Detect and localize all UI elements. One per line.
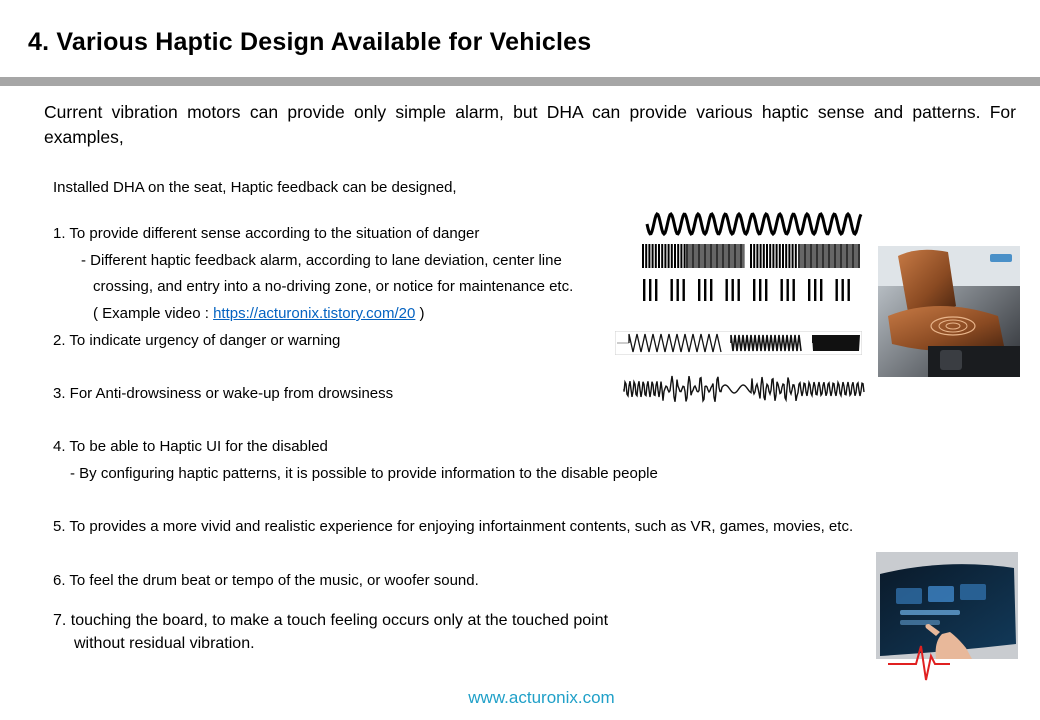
pulse-bar xyxy=(808,279,810,301)
pulse-bar xyxy=(726,279,728,301)
wave-bar xyxy=(674,244,676,268)
burst-wave-pattern xyxy=(640,242,862,270)
wave-bar xyxy=(832,244,833,268)
wave-bar xyxy=(815,244,816,268)
wave-bar xyxy=(677,244,679,268)
item-6: 6. To feel the drum beat or tempo of the music, or woofer sound. xyxy=(53,572,479,589)
wave-bar xyxy=(810,244,811,268)
item-1-sub-1: - Different haptic feedback alarm, according to lane deviation, center line xyxy=(81,252,562,269)
wave-bar xyxy=(776,244,778,268)
item-4: 4. To be able to Haptic UI for the disabled xyxy=(53,438,328,455)
wave-bar xyxy=(684,244,686,268)
wave-bar xyxy=(803,244,804,268)
pulse-bar xyxy=(738,279,740,301)
wave-bar xyxy=(661,244,663,268)
wave-bar xyxy=(693,244,694,268)
wave-bar xyxy=(760,244,762,268)
example-video-link[interactable]: https://acturonix.tistory.com/20 xyxy=(213,305,416,322)
intro-paragraph: Current vibration motors can provide only simple alarm, but DHA can provide various haptic sense and patterns. For examples, xyxy=(44,102,1016,147)
wave-bar xyxy=(717,244,718,268)
item-7-line-2: without residual vibration. xyxy=(74,635,255,652)
wave-bar xyxy=(652,244,654,268)
wave-bar xyxy=(741,244,742,268)
wave-bar xyxy=(820,244,821,268)
car-seat-photo xyxy=(878,246,1020,377)
wave-bar xyxy=(727,244,728,268)
wave-bar xyxy=(720,244,721,268)
wave-bar xyxy=(715,244,716,268)
wave-bar xyxy=(714,244,715,268)
wave-bar xyxy=(782,244,784,268)
wave-bar xyxy=(808,244,809,268)
wave-bar xyxy=(769,244,771,268)
wave-bar xyxy=(742,244,743,268)
wave-bar xyxy=(724,244,725,268)
item-4-sub: - By configuring haptic patterns, it is possible to provide information to the disable people xyxy=(70,465,658,482)
item-1: 1. To provide different sense according to the situation of danger xyxy=(53,225,480,242)
wave-bar xyxy=(788,244,790,268)
pulse-bar xyxy=(787,279,789,301)
wave-bar xyxy=(708,244,709,268)
wave-bar xyxy=(704,244,705,268)
wave-bar xyxy=(826,244,827,268)
wave-bar xyxy=(736,244,737,268)
wave-bar xyxy=(857,244,858,268)
wave-bar xyxy=(851,244,852,268)
wave-bar xyxy=(756,244,758,268)
wave-bar xyxy=(835,244,836,268)
wave-bar xyxy=(823,244,824,268)
pulse-bar xyxy=(793,279,795,301)
wave-bar xyxy=(856,244,857,268)
wave-bar xyxy=(830,244,831,268)
wave-bar xyxy=(836,244,837,268)
wave-bar xyxy=(687,244,688,268)
wave-bar xyxy=(744,244,745,268)
wave-bar xyxy=(718,244,719,268)
wave-bar xyxy=(655,244,657,268)
wave-bar xyxy=(814,244,815,268)
pulse-bar xyxy=(848,279,850,301)
wave-bar xyxy=(712,244,713,268)
wave-bar xyxy=(726,244,727,268)
pulse-bar xyxy=(671,279,673,301)
pulse-bar xyxy=(643,279,645,301)
wave-bar xyxy=(763,244,765,268)
wave-bar xyxy=(852,244,853,268)
pulse-bar xyxy=(655,279,657,301)
footer-website[interactable]: www.acturonix.com xyxy=(468,688,615,707)
item-3: 3. For Anti-drowsiness or wake-up from drowsiness xyxy=(53,385,394,402)
wave-bar xyxy=(799,244,800,268)
wave-bar xyxy=(800,244,801,268)
wave-bar xyxy=(702,244,703,268)
wave-bar xyxy=(698,244,699,268)
sine-wave-pattern xyxy=(645,210,863,238)
wave-bar xyxy=(785,244,787,268)
wave-bar xyxy=(680,244,682,268)
pulse-wave-pattern xyxy=(640,277,862,303)
video-suffix: ) xyxy=(415,305,425,322)
wave-bar xyxy=(822,244,823,268)
wave-bar xyxy=(739,244,740,268)
wave-bar xyxy=(732,244,733,268)
wave-bar xyxy=(738,244,739,268)
wave-bar xyxy=(668,244,670,268)
wave-bar xyxy=(828,244,829,268)
wave-bar xyxy=(840,244,841,268)
item-1-video xyxy=(93,304,425,324)
wave-bar xyxy=(728,244,729,268)
wave-bar xyxy=(805,244,806,268)
pulse-bar xyxy=(683,279,685,301)
title-divider xyxy=(0,77,1040,86)
pulse-bar xyxy=(820,279,822,301)
wave-bar xyxy=(847,244,848,268)
wave-bar xyxy=(664,244,666,268)
wave-bar xyxy=(716,244,717,268)
wave-bar xyxy=(846,244,847,268)
pulse-bar xyxy=(836,279,838,301)
wave-bar xyxy=(688,244,689,268)
wave-bar xyxy=(845,244,846,268)
wave-bar xyxy=(818,244,819,268)
wave-bar xyxy=(848,244,849,268)
wave-bar xyxy=(772,244,774,268)
wave-bar xyxy=(705,244,706,268)
wave-bar xyxy=(811,244,812,268)
wave-bar xyxy=(859,244,860,268)
wave-bar xyxy=(700,244,701,268)
wave-bar xyxy=(711,244,712,268)
wave-bar xyxy=(691,244,692,268)
wave-bar xyxy=(858,244,859,268)
wave-bar xyxy=(816,244,817,268)
wave-bar xyxy=(733,244,734,268)
wave-bar xyxy=(827,244,828,268)
wave-bar xyxy=(729,244,730,268)
wave-bar xyxy=(817,244,818,268)
wave-bar xyxy=(854,244,855,268)
drowsiness-wave-pattern xyxy=(622,374,866,404)
heartbeat-pulse-icon xyxy=(888,634,950,684)
wave-bar xyxy=(804,244,805,268)
item-1-sub-2: crossing, and entry into a no-driving zone, or notice for maintenance etc. xyxy=(93,278,574,295)
pulse-bar xyxy=(698,279,700,301)
wave-bar xyxy=(692,244,693,268)
wave-bar xyxy=(699,244,700,268)
wave-bar xyxy=(809,244,810,268)
pulse-bar xyxy=(704,279,706,301)
wave-bar xyxy=(642,244,644,268)
wave-bar xyxy=(812,244,813,268)
wave-bar xyxy=(648,244,650,268)
wave-bar xyxy=(795,244,797,268)
wave-bar xyxy=(703,244,704,268)
wave-bar xyxy=(706,244,707,268)
wave-bar xyxy=(792,244,794,268)
wave-bar xyxy=(824,244,825,268)
wave-bar xyxy=(806,244,807,268)
pulse-bar xyxy=(842,279,844,301)
wave-bar xyxy=(694,244,695,268)
wave-bar xyxy=(766,244,768,268)
item-2: 2. To indicate urgency of danger or warning xyxy=(53,332,341,349)
wave-bar xyxy=(833,244,834,268)
wave-bar xyxy=(841,244,842,268)
wave-bar xyxy=(730,244,731,268)
slide-title: 4. Various Haptic Design Available for Vehicles xyxy=(28,28,592,56)
wave-bar xyxy=(740,244,741,268)
urgency-wave-pattern xyxy=(615,331,862,355)
wave-bar xyxy=(710,244,711,268)
wave-bar xyxy=(838,244,839,268)
wave-bar xyxy=(750,244,752,268)
pulse-bar xyxy=(732,279,734,301)
wave-bar xyxy=(690,244,691,268)
wave-bar xyxy=(844,244,845,268)
wave-bar xyxy=(798,244,799,268)
wave-bar xyxy=(686,244,687,268)
wave-bar xyxy=(834,244,835,268)
wave-bar xyxy=(829,244,830,268)
pulse-bar xyxy=(710,279,712,301)
pulse-bar xyxy=(814,279,816,301)
item-7-line-1: 7. touching the board, to make a touch feeling occurs only at the touched point xyxy=(53,612,609,629)
wave-bar xyxy=(821,244,822,268)
pulse-bar xyxy=(759,279,761,301)
wave-bar xyxy=(842,244,843,268)
wave-bar xyxy=(658,244,660,268)
pulse-bar xyxy=(753,279,755,301)
pulse-bar xyxy=(649,279,651,301)
wave-bar xyxy=(735,244,736,268)
wave-bar xyxy=(734,244,735,268)
wave-bar xyxy=(721,244,722,268)
wave-bar xyxy=(839,244,840,268)
pulse-bar xyxy=(677,279,679,301)
pulse-bar xyxy=(781,279,783,301)
wave-bar xyxy=(853,244,854,268)
item-5: 5. To provides a more vivid and realistic experience for enjoying infortainment contents, such as VR, games, movies, etc. xyxy=(53,518,854,535)
video-prefix: ( Example video : xyxy=(93,305,214,322)
wave-bar xyxy=(696,244,697,268)
wave-bar xyxy=(645,244,647,268)
pulse-bar xyxy=(765,279,767,301)
wave-bar xyxy=(723,244,724,268)
wave-bar xyxy=(779,244,781,268)
wave-bar xyxy=(722,244,723,268)
wave-bar xyxy=(671,244,673,268)
wave-bar xyxy=(753,244,755,268)
wave-bar xyxy=(697,244,698,268)
wave-bar xyxy=(709,244,710,268)
wave-bar xyxy=(850,244,851,268)
wave-bar xyxy=(802,244,803,268)
lead-text: Installed DHA on the seat, Haptic feedback can be designed, xyxy=(53,179,457,196)
